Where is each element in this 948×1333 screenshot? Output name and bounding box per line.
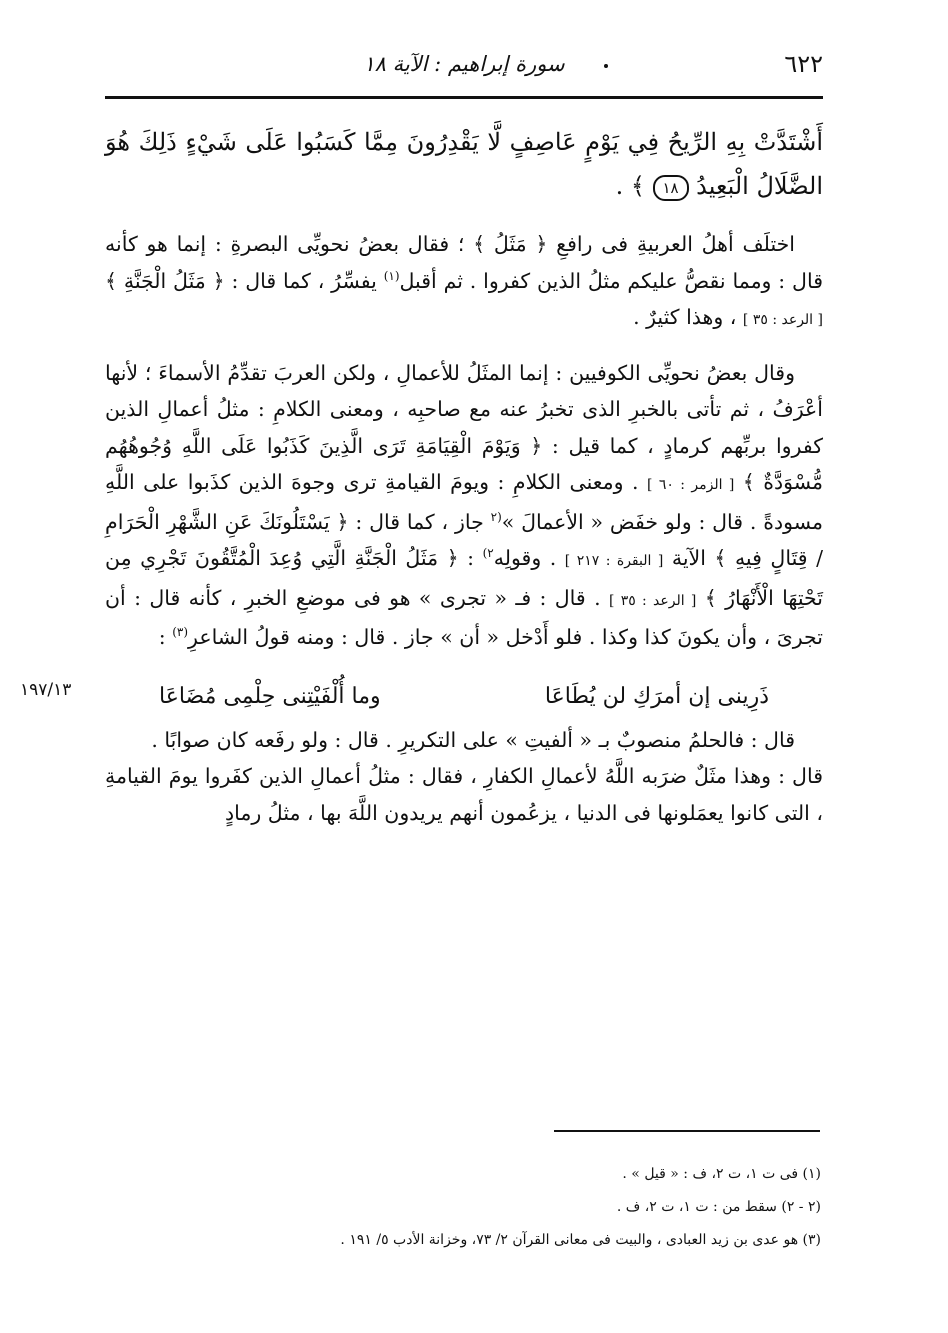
citation-raad-35: [ الرعد : ٣٥ ] (742, 312, 823, 328)
paragraph-2-text-f: . قال : فـ « تجرى » هو فى موضعِ الخبرِ ، كأنه قال : أن تجرىَ ، وأن يكونَ كذا وكذا . فلو أَدْخل « أن » جاز . قال : ومنه قولُ الشاعرِ (105, 585, 823, 649)
footnote-1: (١) فى ت ١، ت ٢، ف : « قيل » . (622, 1166, 821, 1182)
margin-reference: ١٩٧/١٣ (20, 680, 72, 700)
footnote-marker-2-open: (٢ (490, 509, 502, 524)
running-head: سورة إبراهيم : الآية ١٨ (363, 52, 565, 76)
paragraph-2-text-a: وقال بعضُ نحويِّى الكوفيين : إنما المثَلُ للأعمالِ ، ولكن العربَ تقدِّمُ الأسماءَ ؛ لأنها أعْرَفُ ، ثم تأتى بالخبرِ الذى تخبرُ عنه مع صاحبِه ، ومعنى الكلامِ : مثلُ أعمالِ الذين كفروا بربِّهم كرمادٍ ، كما قيل : ﴿ وَيَوْمَ الْقِيَامَةِ تَرَى الَّذِينَ كَذَبُوا عَلَى اللَّهِ وُجُوهُهُم مُّسْوَدَّةٌ ﴾ (105, 360, 823, 494)
citation-baqara-217: [ البقرة : ٢١٧ ] (564, 553, 664, 569)
quran-verse (105, 120, 823, 208)
verse-text: أَشْتَدَّتْ بِهِ الرِّيحُ فِي يَوْمٍ عَاصِفٍ لَّا يَقْدِرُونَ مِمَّا كَسَبُوا عَلَى شَيْءٍ ذَلِكَ هُوَ الضَّلَالُ الْبَعِيدُ (105, 128, 823, 200)
paragraph-1-text-a: اختلَف أهلُ العربيةِ فى رافعِ ﴿ مَثَلُ ﴾ ؛ فقال بعضُ نحويِّى البصرةِ : إنما هو كأنه قال : ومما نقصُّ عليكم مثلُ الذين كفروا . ثم أقبل (105, 232, 823, 293)
header-rule (105, 96, 823, 99)
paragraph-1-text-c: ، وهذا كثيرٌ . (633, 305, 737, 329)
footnote-marker-3: (٣) (172, 625, 189, 640)
paragraph-1 (105, 226, 823, 339)
paragraph-2-text-c: جاز ، كما قال : ﴿ يَسْتَلُونَكَ عَنِ الشَّهْرِ الْحَرَامِ / قِتَالٍ فِيهِ ﴾ الآية (105, 509, 823, 570)
paragraph-2 (105, 355, 823, 656)
footnote-marker-1: (١) (383, 268, 400, 283)
poem-first-hemistich: ذَرِينى إن أمرَكِ لن يُطَاعَا (544, 683, 769, 709)
footnote-2: (٢ - ٢) سقط من : ت ١، ت ٢، ف . (616, 1199, 821, 1215)
citation-raad-35-b: [ الرعد : ٣٥ ] (608, 592, 697, 609)
footnote-rule (554, 1130, 820, 1132)
ayah-number-mark: ١٨ (653, 175, 689, 201)
footnote-3: (٣) هو عدى بن زيد العبادى ، والبيت فى معانى القرآن ٢/ ٧٣، وخزانة الأدب ٥/ ١٩١ . (340, 1232, 821, 1248)
footnotes (105, 1158, 821, 1257)
paragraph-2-text-g: : (158, 625, 166, 649)
citation-zumar-60: [ الزمر : ٦٠ ] (646, 477, 735, 493)
page-header (105, 44, 823, 84)
paragraph-1-text-b: يفسِّرُ ، كما قال : ﴿ مَثَلُ الْجَنَّةِ ﴾ (105, 268, 377, 293)
paragraph-4: قال : وهذا مثَلٌ ضرَبه اللَّهُ لأعمالِ الكفارِ ، فقال : مثلُ أعمالِ الذين كفَروا يومَ القيامةِ ، التى كانوا يعمَلونها فى الدنيا ، يزعُمون أنهم يريدون اللَّهَ بها ، مثلُ رمادٍ (105, 764, 823, 825)
footnote-marker-2-close: ٢) (482, 546, 494, 561)
poem-second-hemistich: وما أُلْفَيْتِنى حِلْمِى مُضَاعَا (159, 683, 381, 709)
main-text (105, 120, 823, 831)
verse-close: ﴾ . (615, 172, 645, 200)
paragraph-2-text-b: . ومعنى الكلامِ : ويومَ القيامةِ ترى وجوهَ الذين كذَبوا على اللَّهِ مسودةً . قال : ولو خفَض « الأعمالَ » (105, 470, 823, 534)
page-number: ٦٢٢ (784, 50, 823, 78)
poem-verse (149, 676, 779, 718)
paragraph-3: قال : فالحلمُ منصوبٌ بـ « ألفيتِ » على التكريرِ . قال : ولو رفَعه كان صوابًا . (151, 727, 795, 752)
paragraph-2-text-e: : ﴿ مَثَلُ الْجَنَّةِ الَّتِي وُعِدَ الْمُتَّقُونَ تَجْرِي مِن تَحْتِهَا الْأَنْهَارُ ﴾ (105, 546, 823, 610)
paragraph-2-text-d: . وقولِه (493, 546, 557, 570)
